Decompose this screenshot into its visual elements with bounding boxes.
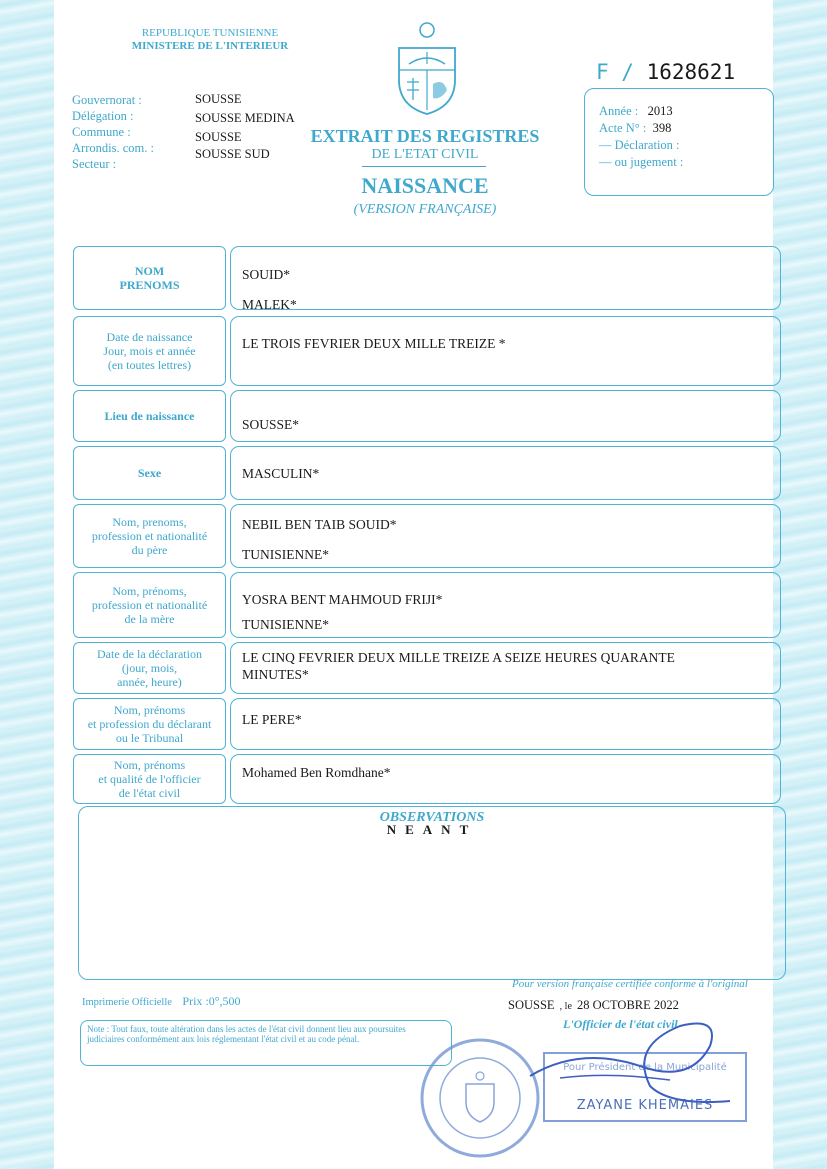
right-security-border — [773, 0, 827, 1169]
serial-number — [596, 60, 735, 84]
serial-value: 1628621 — [646, 60, 736, 84]
declaration-date-value-cont: MINUTES* — [242, 667, 309, 682]
row-label: Date de naissance Jour, mois et année (en toutes lettres) — [73, 316, 226, 386]
surname-value: SOUID* — [242, 267, 291, 282]
price-label: Prix :0°,500 — [182, 994, 241, 1008]
secteur-label: Secteur : — [72, 157, 117, 171]
document-subtitle: DE L'ETAT CIVIL — [371, 147, 479, 162]
row-value — [230, 316, 781, 386]
row-value — [230, 246, 781, 310]
mother-nationality-value: TUNISIENNE* — [242, 617, 329, 632]
issue-date: 28 OCTOBRE 2022 — [577, 998, 679, 1012]
row-label: Date de la déclaration (jour, mois, année, heure) — [73, 642, 226, 694]
arrondissement-label: Arrondis. com. : — [72, 141, 154, 155]
certification-text: Pour version française certifiée conforme à l'original — [512, 978, 748, 990]
officer-value: Mohamed Ben Romdhane* — [242, 765, 391, 780]
commune-label: Commune : — [72, 125, 131, 139]
le-label: , le — [559, 1001, 572, 1012]
row-label: Nom, prénoms et qualité de l'officier de l'état civil — [73, 754, 226, 804]
annee-value: 2013 — [647, 104, 673, 118]
row-birth-place — [73, 390, 781, 442]
row-father — [73, 504, 781, 568]
document-title: EXTRAIT DES REGISTRES — [310, 126, 540, 146]
row-value — [230, 642, 781, 694]
document-type: NAISSANCE — [361, 173, 489, 198]
admin-labels — [72, 92, 154, 172]
birth-date-value: LE TROIS FEVRIER DEUX MILLE TREIZE * — [242, 336, 506, 351]
observations-value: NEANT — [386, 822, 478, 837]
declaration-label: — Déclaration : — [599, 138, 680, 152]
signature-icon — [520, 1006, 750, 1116]
acte-value: 398 — [652, 121, 672, 135]
acte-label: Acte N° : — [599, 121, 647, 135]
row-value — [230, 754, 781, 804]
declaration-date-value: LE CINQ FEVRIER DEUX MILLE TREIZE A SEIZE HEURES QUARANTE — [242, 650, 675, 665]
republic-label: REPUBLIQUE TUNISIENNE — [141, 27, 279, 39]
mother-name-value: YOSRA BENT MAHMOUD FRIJI* — [242, 592, 443, 607]
row-label: Nom, prenoms, profession et nationalité du père — [73, 504, 226, 568]
delegation-value: SOUSSE MEDINA — [195, 111, 295, 125]
row-value — [230, 504, 781, 568]
header-authority — [100, 27, 320, 53]
observations-title: OBSERVATIONS — [379, 810, 485, 825]
document-version: (VERSION FRANÇAISE) — [353, 202, 497, 217]
firstname-value: MALEK* — [242, 297, 297, 312]
delegation-label: Délégation : — [72, 109, 134, 123]
tunisia-coat-of-arms-icon — [393, 20, 461, 116]
stamp-name: ZAYANE KHEMAIES — [576, 1098, 714, 1113]
row-label: NOM PRENOMS — [73, 246, 226, 310]
act-info-box — [584, 88, 774, 196]
legal-note: Note : Tout faux, toute altération dans les actes de l'état civil donnent lieu aux poursuites judiciaires conformément aux lois réglementant l'état civil et au code pénal. — [80, 1020, 452, 1066]
admin-values — [195, 90, 295, 164]
row-label: Nom, prénoms et profession du déclarant ou le Tribunal — [73, 698, 226, 750]
row-name — [73, 246, 781, 310]
row-value — [230, 390, 781, 442]
ministry-label: MINISTERE DE L'INTERIEUR — [131, 40, 289, 52]
row-value — [230, 572, 781, 638]
officer-title: L'Officier de l'état civil — [563, 1017, 678, 1031]
imprimerie-label: Imprimerie Officielle Prix :0°,500 — [82, 994, 241, 1008]
serial-prefix: F / — [596, 60, 634, 84]
arrondissement-value: SOUSSE SUD — [195, 147, 270, 161]
father-name-value: NEBIL BEN TAIB SOUID* — [242, 517, 397, 532]
stamp-header: Pour Président de la Municipalité — [563, 1062, 727, 1073]
sex-value: MASCULIN* — [242, 466, 320, 481]
birth-place-value: SOUSSE* — [242, 417, 300, 432]
gouvernorat-value: SOUSSE — [195, 92, 242, 106]
row-declarant — [73, 698, 781, 750]
row-birth-date — [73, 316, 781, 386]
row-label: Lieu de naissance — [73, 390, 226, 442]
row-mother — [73, 572, 781, 638]
annee-label: Année : — [599, 104, 639, 118]
jugement-label: — ou jugement : — [599, 155, 684, 169]
title-divider — [362, 166, 486, 167]
gouvernorat-label: Gouvernorat : — [72, 93, 142, 107]
row-value — [230, 698, 781, 750]
declarant-value: LE PERE* — [242, 712, 302, 727]
row-label: Nom, prénoms, profession et nationalité de la mère — [73, 572, 226, 638]
row-officer — [73, 754, 781, 804]
left-security-border — [0, 0, 54, 1169]
issue-place: SOUSSE — [508, 998, 555, 1012]
row-value — [230, 446, 781, 500]
row-declaration-date — [73, 642, 781, 694]
row-sex — [73, 446, 781, 500]
father-nationality-value: TUNISIENNE* — [242, 547, 329, 562]
commune-value: SOUSSE — [195, 130, 242, 144]
row-label: Sexe — [73, 446, 226, 500]
